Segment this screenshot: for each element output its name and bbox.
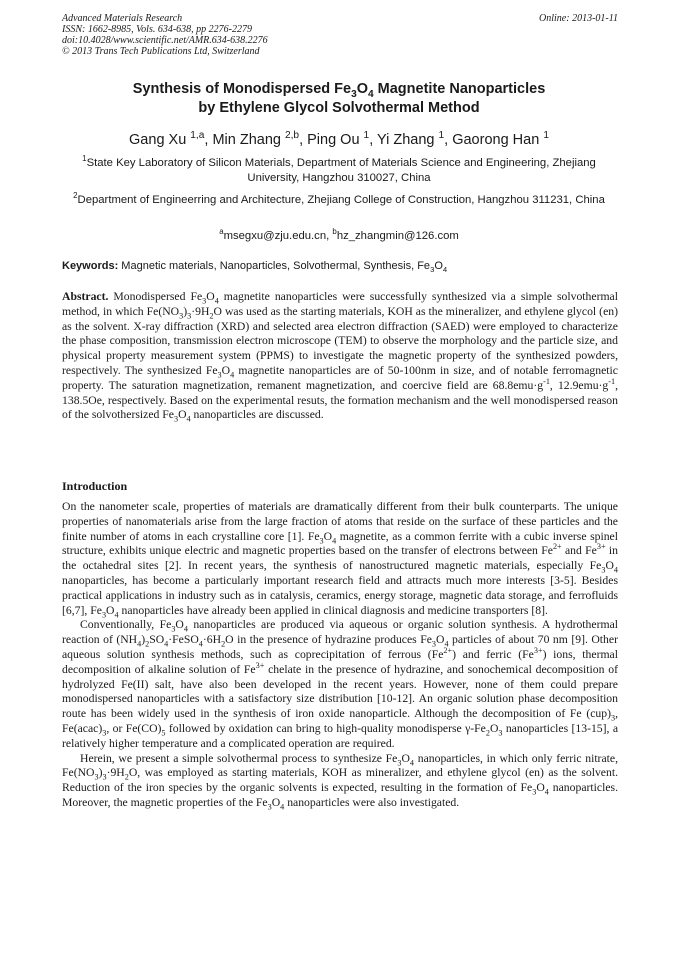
text-run: , or Fe(CO) — [106, 721, 162, 735]
subscript: 3 — [267, 802, 272, 812]
title-part: Synthesis of Monodispersed Fe — [132, 81, 352, 97]
affiliation-mark: 2 — [73, 191, 78, 201]
subscript: 3 — [610, 713, 616, 723]
text-run: nanoparticles are discussed. — [190, 408, 324, 422]
affiliation-text: State Key Laboratory of Silicon Materials, Department of Materials Science and Engineering, Zhejiang University, Hangzhou 310027, China — [86, 157, 596, 184]
intro-paragraph — [62, 618, 618, 751]
superscript: 2+ — [552, 542, 562, 552]
superscript: -1 — [608, 376, 616, 386]
text-run: nanoparticles were also investigated. — [284, 795, 460, 809]
title-part: O — [356, 81, 368, 97]
text-run: , Fe(acac) — [62, 707, 618, 735]
author — [129, 132, 204, 148]
author-affil-mark: 1,a — [190, 130, 205, 142]
superscript: -1 — [543, 376, 550, 386]
superscript: 2+ — [443, 646, 453, 656]
subscript: 2 — [209, 311, 214, 321]
text-run: ) ions, thermal decomposition of alkaline solution of Fe — [62, 647, 618, 676]
author-name: Gang Xu — [129, 132, 191, 148]
text-run: O — [323, 529, 333, 543]
subscript: 3 — [179, 311, 184, 321]
subscript: 3 — [101, 609, 107, 619]
text-run: SO — [149, 633, 165, 647]
text-run: ·6H — [202, 633, 222, 647]
text-run: ) — [98, 766, 103, 780]
journal-header — [62, 13, 618, 57]
keywords-sub: 3 — [430, 265, 435, 275]
text-run: On the nanometer scale, properties of materials are dramatically different from their bulk counterparts. The unique properties of nanomaterials arise from the large fraction of atoms that reside on the surface of these particles and the finite number of atoms in each crystalline core [1]. Fe — [62, 500, 618, 543]
subscript: 4 — [230, 370, 235, 380]
title-line-2: by Ethylene Glycol Solvothermal Method — [198, 100, 480, 116]
text-run: ·9H — [106, 766, 125, 780]
text-run: O — [536, 781, 545, 795]
text-run: , 12.9emu·g — [549, 378, 609, 392]
author — [452, 132, 549, 148]
text-run: magnetite nanoparticles are of 50-100nm in size, and of notable ferromagnetic property. The saturation magnetization, remanent magnetization, and coercive field are 68.8emu·g — [62, 363, 618, 392]
subscript: 2 — [145, 639, 150, 649]
author-affil-mark: 1 — [543, 130, 549, 142]
superscript: 3+ — [533, 646, 543, 656]
subscript: 4 — [409, 757, 415, 767]
author-name: Yi Zhang — [376, 132, 439, 148]
subscript: 4 — [183, 624, 188, 634]
title-sub: 3 — [351, 88, 357, 100]
text-run: and Fe — [561, 544, 597, 558]
text-run: O — [436, 633, 445, 647]
online-date: Online: 2013-01-11 — [539, 13, 618, 24]
text-run: magnetite nanoparticles were successfully synthesized via a simple solvothermal method, in which Fe(NO — [62, 290, 618, 318]
journal-name: Advanced Materials Research — [62, 13, 183, 24]
author-affil-mark: 1 — [438, 130, 445, 142]
subscript: 2 — [124, 772, 129, 782]
subscript: 4 — [544, 787, 549, 797]
text-run: nanoparticles [13-15], a relatively higher temperature and a complicated operation are required. — [62, 721, 619, 750]
author-list: Gang Xu $^{1,a}$, Min Zhang $^{2,b}$, Ping Ou $^1$, Yi Zhang $^1$, Gaorong Han $^1$ — [129, 130, 549, 148]
affiliation-mark: 1 — [82, 154, 87, 164]
superscript: 3+ — [596, 542, 606, 552]
author-name: Ping Ou — [307, 132, 364, 148]
affiliation-1 — [62, 156, 616, 186]
introduction-body — [62, 500, 618, 811]
text-run: O — [401, 751, 410, 765]
text-run: followed by oxidation can bring to high-quality monodisperse γ-Fe — [165, 721, 486, 735]
subscript: 2 — [485, 728, 490, 738]
subscript: 3 — [102, 728, 107, 738]
subscript: 4 — [114, 609, 119, 619]
keywords-sub: 4 — [442, 265, 448, 275]
subscript: 3 — [217, 370, 222, 380]
subscript: 4 — [214, 296, 219, 306]
subscript: 4 — [332, 535, 337, 545]
text-run: Monodispersed Fe — [108, 290, 203, 303]
text-run: magnetite, as a common ferrite with a cubic inverse spinel structure, exhibits unique electric and magnetic properties based on the transfer of electrons between Fe — [62, 529, 618, 558]
text-run: O in the presence of hydrazine produces Fe — [225, 633, 432, 647]
text-run: nanoparticles, has become a particularly important research field and attracts much more interests [3-5]. Besides practical applications in industry such as in catalysis, ceramics, energy storage, magnetic data storage, and ferrofluids [6,7], Fe — [62, 573, 618, 617]
subscript: 3 — [601, 565, 606, 575]
subscript: 3 — [187, 311, 192, 321]
keywords-label: Keywords: — [62, 260, 119, 272]
subscript: 3 — [94, 772, 99, 782]
subscript: 4 — [198, 639, 203, 649]
subscript: 2 — [221, 639, 226, 649]
title-part: Magnetite Nanoparticles — [373, 81, 546, 97]
subscript: 3 — [431, 639, 436, 649]
subscript: 3 — [532, 787, 537, 797]
email-b[interactable]: hz_zhangmin@126.com — [336, 230, 459, 242]
contact-emails — [62, 229, 616, 244]
text-run: in the octahedral sites [2]. In recent years, the synthesis of nanostructured magnetic materials, especially Fe — [62, 544, 619, 573]
text-run: O — [106, 603, 115, 617]
text-run: O — [271, 795, 281, 809]
copyright-line: © 2013 Trans Tech Publications Ltd, Switzerland — [62, 46, 260, 57]
paper-title — [40, 80, 638, 118]
subscript: 3 — [102, 772, 107, 782]
keywords-text: O — [434, 260, 443, 272]
affiliation-2 — [62, 193, 616, 208]
text-run: ) and ferric (Fe — [452, 647, 534, 661]
abstract — [62, 290, 618, 423]
text-run: nanoparticles. Moreover, the magnetic properties of the Fe — [62, 781, 618, 809]
author — [212, 132, 299, 148]
issn-line: ISSN: 1662-8985, Vols. 634-638, pp 2276-2279 — [62, 24, 252, 35]
subscript: 4 — [613, 565, 618, 575]
text-run: O — [221, 363, 231, 377]
text-run: Conventionally, Fe — [80, 618, 172, 632]
abstract-label: Abstract. — [62, 290, 109, 303]
text-run: O — [178, 408, 187, 422]
subscript: 5 — [161, 728, 166, 738]
text-run: O, was employed as starting materials, KOH as mineralizer, and ethylene glycol (en) as the solvent. Reduction of the iron species by the organic solvents is expected, resulting in the formation of Fe — [62, 766, 618, 795]
abstract-body — [62, 290, 619, 424]
subscript: 3 — [173, 414, 179, 424]
affiliation-text: Department of Engineerring and Architecture, Zhejiang College of Construction, Hangzhou 311231, China — [77, 194, 605, 206]
text-run: Herein, we present a simple solvothermal process to synthesize Fe — [80, 751, 398, 765]
keywords — [62, 259, 618, 273]
email-a[interactable]: msegxu@zju.edu.cn, — [223, 230, 333, 242]
title-sub: 4 — [368, 88, 374, 100]
text-run: ) — [141, 633, 146, 647]
subscript: 3 — [498, 728, 503, 738]
subscript: 4 — [164, 639, 169, 649]
text-run: O — [489, 721, 499, 735]
superscript: 3+ — [255, 660, 265, 670]
text-run: ) — [183, 304, 188, 318]
text-run: ·9H — [191, 304, 210, 318]
subscript: 4 — [137, 639, 142, 649]
email-mark: a — [219, 227, 224, 237]
subscript: 3 — [397, 757, 402, 767]
author-affil-mark: 1 — [363, 130, 370, 142]
title-line-1 — [40, 80, 638, 99]
author — [377, 132, 444, 148]
author-affil-mark: 2,b — [284, 130, 300, 142]
subscript: 4 — [186, 414, 191, 424]
text-run: nanoparticles are produced via aqueous or organic solution synthesis. A hydrothermal reaction of (NH — [62, 618, 618, 647]
subscript: 4 — [280, 802, 285, 812]
text-run: nanoparticles, in which only ferric nitrate, Fe(NO — [62, 751, 618, 780]
text-run: O — [175, 618, 184, 632]
text-run: O — [605, 559, 614, 573]
text-run: , 138.5Oe, respectively. Based on the experimental resuts, the formation mechanism and the well monodispersed reason of the solvothersized Fe — [62, 378, 619, 422]
email-mark: b — [332, 227, 337, 237]
author-name: Min Zhang — [212, 132, 285, 148]
keywords-text: Magnetic materials, Nanoparticles, Solvothermal, Synthesis, Fe — [118, 260, 431, 272]
text-run: O — [206, 290, 215, 303]
subscript: 3 — [319, 535, 324, 545]
subscript: 3 — [202, 296, 207, 306]
text-run: O was used as the starting materials, KOH as the mineralizer, and ethylene glycol (en) as the solvent. X-ray diffraction (XRD) and selected area electron diffraction (SAED) were employed to characterize the phase composition, transmission electron microscope (TEM) to observe the morphology and the particle size, and physical property measurement system (PPMS) to investigate the magnetic property of the synthesized powders, respectively. The synthesized Fe — [62, 304, 618, 377]
doi-line: doi:10.4028/www.scientific.net/AMR.634-638.2276 — [62, 35, 268, 46]
text-run: chelate in the presence of hydrazine, and sonochemical decomposition of hydrolyzed Fe(II) salt, have also been developed in the recent years. However, none of them could prepare monodispersed nanoparticles with a satisfactory size distribution [10-12]. An organic solution phase decomposition route has been widely used in the synthesis of iron oxide nanoparticle. Although the decomposition of Fe (cup) — [62, 662, 618, 721]
text-run: nanoparticles have already been applied in clinical diagnosis and medicine transporters [8]. — [118, 603, 548, 617]
text-run: ·FeSO — [168, 633, 199, 647]
subscript: 3 — [171, 624, 176, 634]
intro-paragraph — [62, 500, 618, 618]
subscript: 4 — [444, 639, 449, 649]
section-heading-introduction: Introduction — [62, 479, 128, 493]
intro-paragraph — [62, 752, 618, 811]
author-name: Gaorong Han — [452, 132, 544, 148]
author — [307, 132, 369, 148]
text-run: particles of about 70 nm [9]. Other aqueous solution synthesis methods, such as coprecipitation of ferrous (Fe — [62, 633, 618, 661]
